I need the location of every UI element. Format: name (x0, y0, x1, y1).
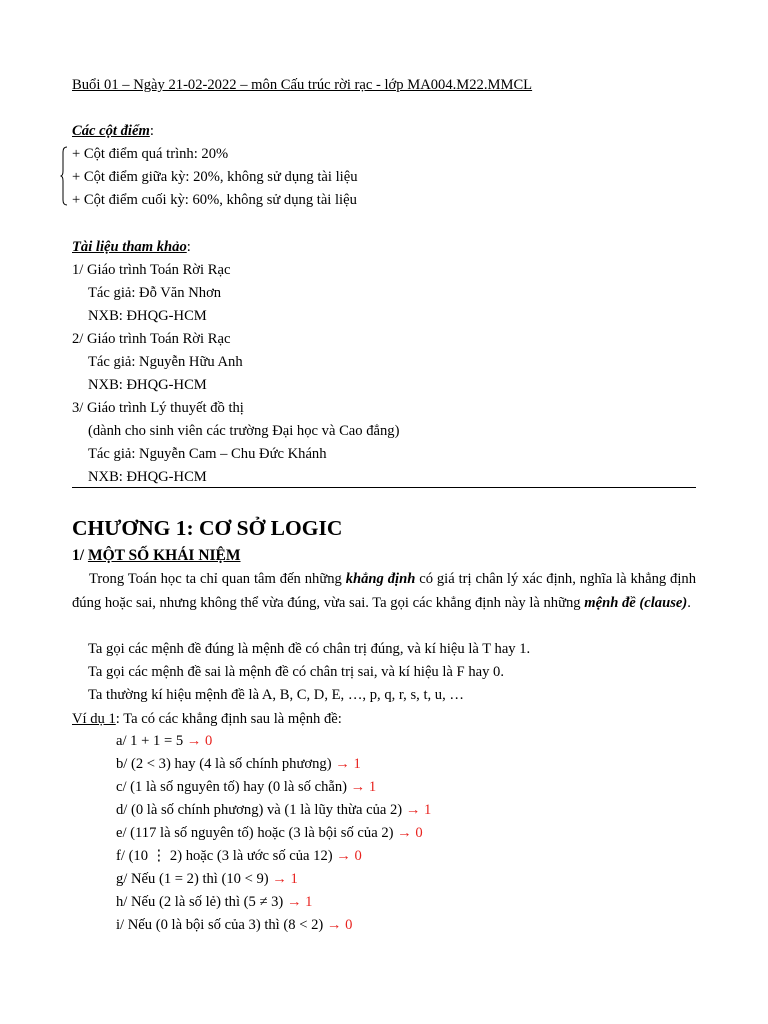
section-title: MỘT SỐ KHÁI NIỆM (87, 547, 241, 564)
example-heading (72, 710, 342, 728)
reference-line: 1/ Giáo trình Toán Rời Rạc (72, 262, 231, 278)
grading-heading-row (72, 122, 154, 140)
example-text: e/ (117 là số nguyên tố) hoặc (3 là bội số của 2) (116, 825, 398, 841)
example-text: i/ Nếu (0 là bội số của 3) thì (8 < 2) (116, 917, 327, 933)
reference-line: NXB: ĐHQG-HCM (88, 377, 207, 393)
example-item (116, 893, 312, 911)
example-item (116, 732, 212, 750)
paragraph-false: Ta gọi các mệnh đề sai là mệnh đề có chân trị sai, và kí hiệu là F hay 0. (88, 664, 504, 680)
reference-line: Tác giả: Nguyễn Hữu Anh (88, 354, 243, 370)
paragraph-symbols: Ta thường kí hiệu mệnh đề là A, B, C, D, E, …, p, q, r, s, t, u, … (88, 687, 464, 703)
references-heading-row (72, 238, 191, 256)
example-item (116, 916, 352, 934)
references-heading: Tài liệu tham khảo (72, 239, 187, 255)
example-text: g/ Nếu (1 = 2) thì (10 < 9) (116, 871, 273, 887)
reference-line: 3/ Giáo trình Lý thuyết đồ thị (72, 400, 244, 416)
reference-line: NXB: ĐHQG-HCM (88, 308, 207, 324)
example-label: Ví dụ 1 (72, 711, 116, 727)
section-heading (72, 546, 241, 566)
example-text: a/ 1 + 1 = 5 (116, 733, 187, 749)
example-text: f/ (10 ⋮ 2) hoặc (3 là ước số của 12) (116, 848, 337, 864)
intro-text: . (687, 594, 691, 611)
example-result: → 1 (272, 871, 298, 887)
reference-line: (dành cho sinh viên các trường Đại học và Cao đẳng) (88, 423, 400, 439)
grading-item: + Cột điểm cuối kỳ: 60%, không sử dụng tài liệu (72, 192, 357, 208)
example-text: d/ (0 là số chính phương) và (1 là lũy thừa của 2) (116, 802, 406, 818)
example-result: → 0 (397, 825, 423, 841)
reference-line: Tác giả: Đỗ Văn Nhơn (88, 285, 222, 301)
example-item (116, 824, 423, 842)
horizontal-divider (72, 487, 696, 488)
intro-emphasis: mệnh đề (clause) (584, 594, 688, 611)
intro-text: Trong Toán học ta chỉ quan tâm đến những (89, 571, 346, 587)
section-number: 1/ (72, 547, 88, 564)
grading-item: + Cột điểm giữa kỳ: 20%, không sử dụng tài liệu (72, 169, 358, 185)
example-text: b/ (2 < 3) hay (4 là số chính phương) (116, 756, 336, 772)
example-item (116, 755, 361, 773)
example-result: → 0 (186, 733, 213, 749)
grading-heading-colon: : (149, 123, 154, 139)
example-item (116, 801, 431, 819)
example-item (116, 778, 376, 796)
example-result: → 0 (326, 917, 353, 933)
left-brace-icon (60, 146, 68, 206)
example-result: → 1 (286, 894, 313, 910)
session-title: Buổi 01 – Ngày 21-02-2022 – môn Cấu trúc rời rạc - lớp MA004.M22.MMCL (72, 77, 533, 93)
example-result: → 1 (350, 779, 377, 795)
example-item (116, 870, 298, 888)
reference-line: 2/ Giáo trình Toán Rời Rạc (72, 331, 231, 347)
reference-line: NXB: ĐHQG-HCM (88, 469, 207, 485)
references-heading-colon: : (186, 239, 191, 255)
example-item (116, 847, 362, 865)
example-intro: : Ta có các khẳng định sau là mệnh đề: (115, 711, 342, 727)
example-result: → 0 (336, 848, 362, 864)
intro-paragraph (72, 568, 696, 615)
grading-heading: Các cột điểm (72, 123, 150, 139)
example-text: h/ Nếu (2 là số lẻ) thì (5 ≠ 3) (116, 894, 287, 910)
example-text: c/ (1 là số nguyên tố) hay (0 là số chẵn) (116, 779, 351, 795)
example-result: → 1 (335, 756, 361, 772)
reference-line: Tác giả: Nguyễn Cam – Chu Đức Khánh (88, 446, 327, 462)
chapter-title: CHƯƠNG 1: CƠ SỞ LOGIC (72, 516, 343, 540)
intro-emphasis: khẳng định (345, 571, 416, 587)
example-result: → 1 (405, 802, 432, 818)
paragraph-true: Ta gọi các mệnh đề đúng là mệnh đề có chân trị đúng, và kí hiệu là T hay 1. (88, 641, 531, 657)
grading-item: + Cột điểm quá trình: 20% (72, 146, 229, 162)
intro-text: có giá trị chân lý xác định, nghĩa là khẳng định đúng hoặc sai, nhưng không thể vừa đúng, vừa sai. Ta gọi các khẳng định này là những (72, 571, 697, 611)
